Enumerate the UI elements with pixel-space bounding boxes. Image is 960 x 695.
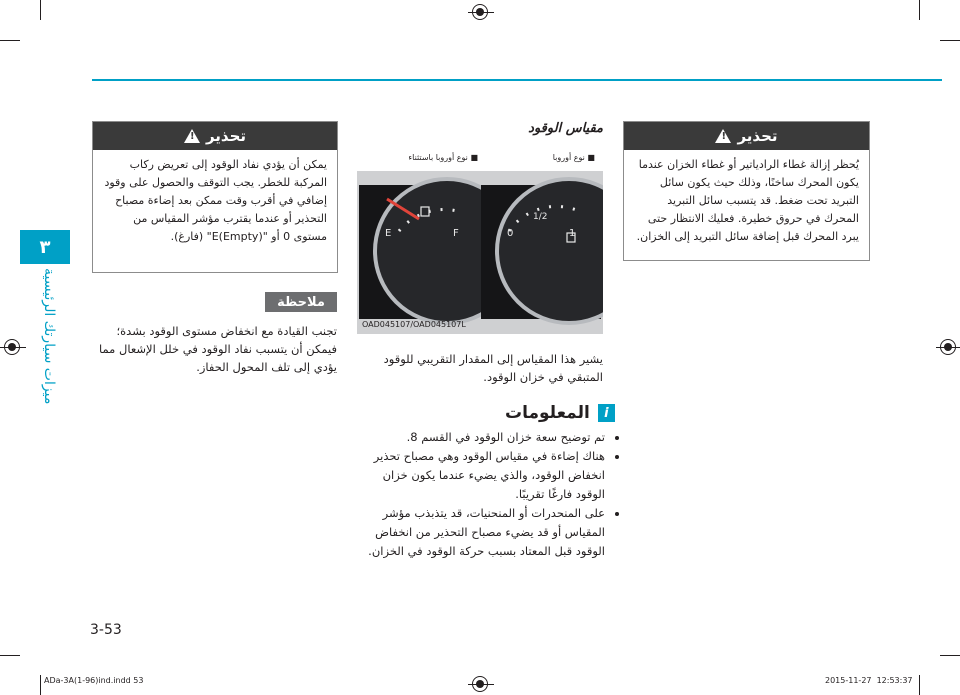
warning-box-left <box>92 121 338 273</box>
warning-box-right <box>623 121 870 261</box>
crop-mark <box>0 655 20 656</box>
warning-header <box>93 122 337 150</box>
crop-mark <box>0 40 20 41</box>
crop-mark <box>919 0 920 20</box>
footer-date: 2015-11-27 ﻿ 12:53:37 <box>825 676 913 685</box>
section-title: مقياس الوقود <box>528 121 603 136</box>
note-body: تجنب القيادة مع انخفاض مستوى الوقود بشدة؛ فيمكن أن يتسبب نفاد الوقود في خلل الإشعال مما يؤدي إلى تلف المحول الحفاز. <box>99 324 337 374</box>
warning-header <box>624 122 869 150</box>
header-rule <box>92 79 942 81</box>
registration-mark-icon <box>472 676 488 692</box>
info-header <box>505 402 615 424</box>
note-header: ملاحظة <box>265 292 337 312</box>
warning-body: يمكن أن يؤدي نفاد الوقود إلى تعريض ركاب المركبة للخطر. يجب التوقف والحصول على وقود إضافي في أقرب وقت ممكن بعد إضاءة مصباح التحذير أو عندما يقترب مؤشر المقياس من مستوى 0 أو "(Empty)E" (فارغ). <box>104 158 327 243</box>
warning-title: تحذير <box>737 127 778 145</box>
gauge-label-f: F <box>453 228 459 239</box>
fuel-gauge-illustration <box>357 171 603 334</box>
info-title: المعلومات <box>505 403 590 423</box>
gauge-caption-left: ■ نوع أوروبا باستثناء <box>408 153 478 162</box>
list-item: • على المنحدرات أو المنحنيات، قد يتذبذب مؤشر المقياس أو قد يضيء مصباح التحذير من انخفاض الوقود قبل المعتاد بسبب حركة الوقود في الخزان. <box>355 504 605 561</box>
gauge-label-1: 1 <box>569 228 576 239</box>
warning-triangle-icon: ! <box>184 129 200 143</box>
list-item: • تم توضيح سعة خزان الوقود في القسم 8. <box>355 428 605 447</box>
warning-triangle-icon: ! <box>715 129 731 143</box>
footer-file: ADa-3A(1-96)ind.indd 53 <box>44 676 144 685</box>
warning-title: تحذير <box>205 127 247 145</box>
section-intro: يشير هذا المقياس إلى المقدار التقريبي للوقود المتبقي في خزان الوقود. <box>383 352 603 384</box>
page-number: 3-53 <box>90 622 122 638</box>
crop-mark <box>40 0 41 20</box>
gauge-label-e: E <box>385 228 392 239</box>
chapter-tab: ٣ <box>20 230 70 264</box>
chapter-title-vertical: ميزات سيارتك الرئيسية <box>41 268 57 405</box>
fuel-gauge-image <box>357 171 603 334</box>
registration-mark-icon <box>4 339 20 355</box>
warning-body: يُحظر إزالة غطاء الرادياتير أو غطاء الخزان عندما يكون المحرك ساخنًا، وذلك حيث يكون سائل التبريد تحت ضغط. قد يتسبب سائل التبريد المحرك في حروق خطيرة. فعليك الانتظار حتى يبرد المحرك قبل إضافة سائل التبريد إلى الخزان. <box>636 158 859 243</box>
image-code: OAD045107/OAD045107L <box>362 320 466 329</box>
gauge-label-0: 0 <box>507 228 514 239</box>
crop-mark <box>940 655 960 656</box>
info-list <box>355 428 619 561</box>
gauge-label-half: 1/2 <box>533 212 548 222</box>
registration-mark-icon <box>472 4 488 20</box>
crop-mark <box>40 675 41 695</box>
list-item: • هناك إضاءة في مقياس الوقود وهي مصباح تحذير انخفاض الوقود، والذي يضيء عندما يكون خزان الوقود فارغًا تقريبًا. <box>355 447 605 504</box>
gauge-caption-right: ■ نوع أوروبا <box>552 153 595 162</box>
crop-mark <box>940 40 960 41</box>
crop-mark <box>919 675 920 695</box>
registration-mark-icon <box>940 339 956 355</box>
info-icon: i <box>598 404 615 422</box>
